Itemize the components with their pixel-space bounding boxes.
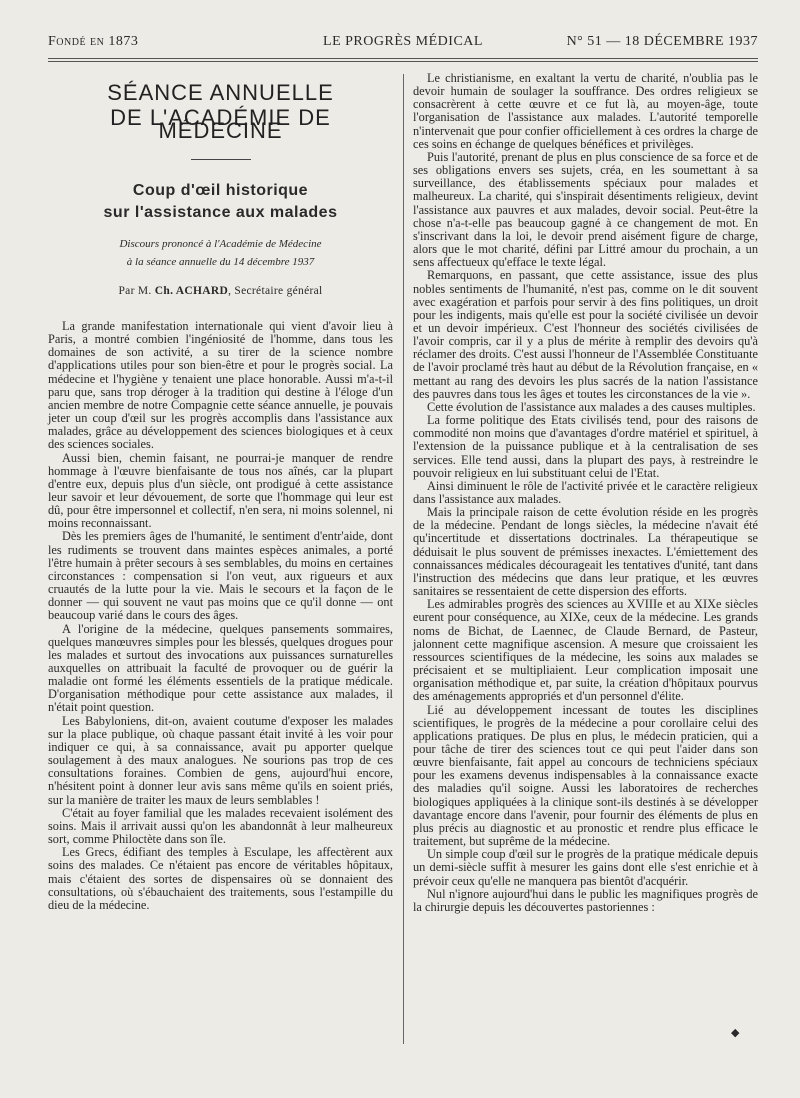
paragraph: Un simple coup d'œil sur le progrès de la pratique médicale depuis un demi-siècle suffit à mesurer les gains dont elle s'est enrichie et à prévoir ceux qu'elle ne manquera pas bientôt d'acquérir. (413, 847, 758, 888)
discourse-line1: Discours prononcé à l'Académie de Médecine (119, 237, 322, 250)
right-column (413, 72, 758, 914)
page-header (48, 34, 758, 54)
author-name: Ch. ACHARD (154, 284, 229, 297)
author-byline (48, 285, 393, 298)
paragraph: Dès les premiers âges de l'humanité, le sentiment d'entr'aide, dont les rudiments se trouvent dans maintes espèces animales, a porté l'être humain à prêter secours à ses semblables, du moins en certaines circonstances : compensation si l'on veut, aux rigueurs et aux cruautés de la lutte pour la vie. Mais le secours et la façon de le donner — qui souvent ne vaut pas moins que ce qu'il donne — ont beaucoup varié dans le cours des âges. (48, 529, 393, 623)
paragraph: Puis l'autorité, prenant de plus en plus conscience de sa force et de ses obligations envers ses sujets, créa, en les soumettant à sa surveillance, des établissements spéciaux pour malades et malheureux. La charité, qui s'inspirait désentiments religieux, devint l'assistance aux pauvres et aux malades, devoir social. Peut-être la chose n'a-t-elle pas beaucoup gagné à ce changement de mot. En s'inscrivant dans la loi, le devoir prend aisément figure de charge, alors que le mot charité, défini par Littré amour du prochain, a un sens affectueux qu'efface le texte légal. (413, 149, 758, 270)
article-title-line2: DE L'ACADÉMIE DE MÉDECINE (110, 105, 331, 144)
paragraph: Ainsi diminuent le rôle de l'activité privée et le caractère religieux dans l'assistance aux malades. (413, 478, 758, 506)
end-mark: ◆ (731, 1027, 740, 1039)
article-heading (48, 80, 393, 298)
paragraph: Mais la principale raison de cette évolution réside en les progrès de la médecine. Pendant de longs siècles, la médecine n'avait été qu'incertitude et dissertations doctrinales. La thérapeutique se déduisait le plus souvent de prémisses inexactes. L'émiettement des connaissances médicales décourageait les tentatives d'unité, tant dans l'instruction des médecins que dans leur pratique, et les œuvres sanitaires se ressentaient de cette dispersion des efforts. (413, 505, 758, 599)
article-subtitle-line1: Coup d'œil historique (132, 182, 309, 200)
title-divider (191, 159, 251, 160)
header-rule (48, 58, 758, 62)
header-founded: Fondé en 1873 (48, 34, 139, 49)
paragraph: C'était au foyer familial que les malades recevaient isolément des soins. Mais il arrivait aussi qu'on les abandonnât à leur malheureux sort, comme Philoctète dans son île. (48, 805, 393, 847)
paragraph: Aussi bien, chemin faisant, ne pourrai-je manquer de rendre hommage à l'œuvre bienfaisante de tous nos aînés, car la plupart d'entre eux, depuis plus d'un siècle, ont prodigué à cette assistance leur savoir et leur dévouement, de sorte que l'hommage qui leur est dû, pour être impersonnel et collectif, n'en sera, ni moins solennel, ni moins reconnaissant. (48, 450, 393, 531)
author-role: , Secrétaire général (228, 284, 323, 297)
paragraph: Cette évolution de l'assistance aux malades a des causes multiples. (427, 399, 756, 414)
author-prefix: Par M. (118, 284, 152, 297)
header-issue-date: N° 51 — 18 DÉCEMBRE 1937 (566, 34, 758, 49)
discourse-line2: à la séance annuelle du 14 décembre 1937 (126, 255, 315, 268)
paragraph: Lié au développement incessant de toutes les disciplines scientifiques, le progrès de la médecine a pour corollaire celui des applications pratiques. De plus en plus, le médecin praticien, qui a pour tâche de tirer des sciences tout ce qui peut l'aider dans son œuvre bienfaisante, fait appel au concours de techniciens spéciaux pour les examens devenus indispensables à la connaissance exacte des maladies qu'il soigne. Aussi les laboratoires de recherches biologiques appliquées à la clinique sont-ils destinés à se développer davantage encore dans l'avenir, pour fournir des éléments de plus en plus précis au diagnostic et au pronostic et rendre plus efficace le traitement, but suprême de la médecine. (413, 702, 758, 849)
paragraph: Les admirables progrès des sciences au XVIIIe et au XIXe siècles eurent pour conséquence, au XIXe, ceux de la médecine. Les grands noms de Bichat, de Laennec, de Claude Bernard, de Pasteur, jalonnent cette magnifique ascension. A mesure que croissaient les ressources scientifiques de la médecine, les soins aux malades se précisaient et se multipliaient. Leur complication imposait une organisation méthodique et, par suite, la création d'hôpitaux pourvus des aménagements appropriés et d'un personnel d'élite. (413, 597, 758, 704)
header-journal-title: LE PROGRÈS MÉDICAL (323, 34, 483, 49)
paragraph: Les Grecs, édifiant des temples à Esculape, les affectèrent aux soins des malades. Ce n'étaient pas encore de véritables hôpitaux, mais c'étaient des sortes de dispensaires où se donnaient des consultations, où s'ébauchaient des traitements, sous l'estampille du dieu de la médecine. (48, 845, 393, 912)
column-divider (403, 74, 404, 1044)
paragraph: Les Babyloniens, dit-on, avaient coutume d'exposer les malades sur la place publique, où chaque passant était invité à les voir pour indiquer ce qui, à sa connaissance, avait pu apporter quelque soulagement à des maux analogues. Ne sourions pas trop de ces consultations foraines. Combien de gens, aujourd'hui encore, n'hésitent point à donner leur avis sans même qu'ils en soient priés, sur la manière de traiter les maux de leurs semblables ! (48, 713, 393, 807)
discourse-note (48, 235, 393, 271)
left-column (48, 72, 393, 912)
article-title-line1: SÉANCE ANNUELLE (107, 80, 334, 105)
article-subtitle-line2: sur l'assistance aux malades (103, 203, 338, 221)
left-body-text (48, 320, 393, 912)
paragraph: A l'origine de la médecine, quelques pansements sommaires, quelques manœuvres simples pour les blessés, quelques drogues pour les malades et surtout des invocations aux puissances surnaturelles auxquelles on attribuait la faculté de provoquer ou de guérir la maladie ont formé les éléments essentiels de la pratique médicale. D'organisation méthodique pour cette assistance aux malades, il n'était point question. (48, 621, 393, 715)
paragraph: La grande manifestation internationale qui vient d'avoir lieu à Paris, a montré combien l'ingéniosité de l'homme, dans tous les domaines de son activité, a su tirer de la science nombre d'applications utiles pour son bien-être et pour le progrès social. La médecine et l'hygiène y tenaient une place honorable. Aussi m'a-t-il paru que, sans trop déroger à la tradition qui destine à l'éloge d'un ancien membre de notre Compagnie cette séance annuelle, je pouvais jeter un coup d'œil sur les progrès accomplis dans l'assistance aux malades, grâce au développement des sciences biologiques et à ceux des sciences sociales. (48, 318, 393, 452)
paragraph: Le christianisme, en exaltant la vertu de charité, n'oublia pas le devoir humain de soulager la souffrance. Des ordres religieux se consacrèrent à cette œuvre et ce fut là, au moyen-âge, toute l'organisation de l'assistance aux malades. L'autorité temporelle n'intervenait que pour confier officiellement à ces ordres la charge de ces soins en échange de quelques bénéfices et privilèges. (413, 71, 758, 151)
paragraph: La forme politique des Etats civilisés tend, pour des raisons de commodité non moins que d'avantages d'ordre matériel et spirituel, à l'extension de la puissance publique et à la centralisation de ses services. Elle tend aussi, dans la plupart des pays, à restreindre le pouvoir religieux en lui substituant celui de l'Etat. (413, 413, 758, 480)
paragraph: Remarquons, en passant, que cette assistance, issue des plus nobles sentiments de l'humanité, n'est pas, comme on le dit souvent avec exagération et parfois pour servir à des fins politiques, un droit pour les indigents, mais qu'elle est pour la société civilisée un devoir et un devoir impérieux. C'est l'honneur des sociétés civilisées de l'avoir compris, car il y a plus de mérite à remplir des devoirs qu'à réclamer des droits. C'est aussi l'honneur de l'Assemblée Constituante de l'avoir proclamé très haut au début de la Révolution française, en « mettant au rang des devoirs les plus sacrés de la nation l'assistance des pauvres dans tous les âges et toutes les circonstances de la vie ». (413, 268, 758, 401)
paragraph: Nul n'ignore aujourd'hui dans le public les magnifiques progrès de la chirurgie depuis les découvertes pastoriennes : (413, 886, 758, 914)
